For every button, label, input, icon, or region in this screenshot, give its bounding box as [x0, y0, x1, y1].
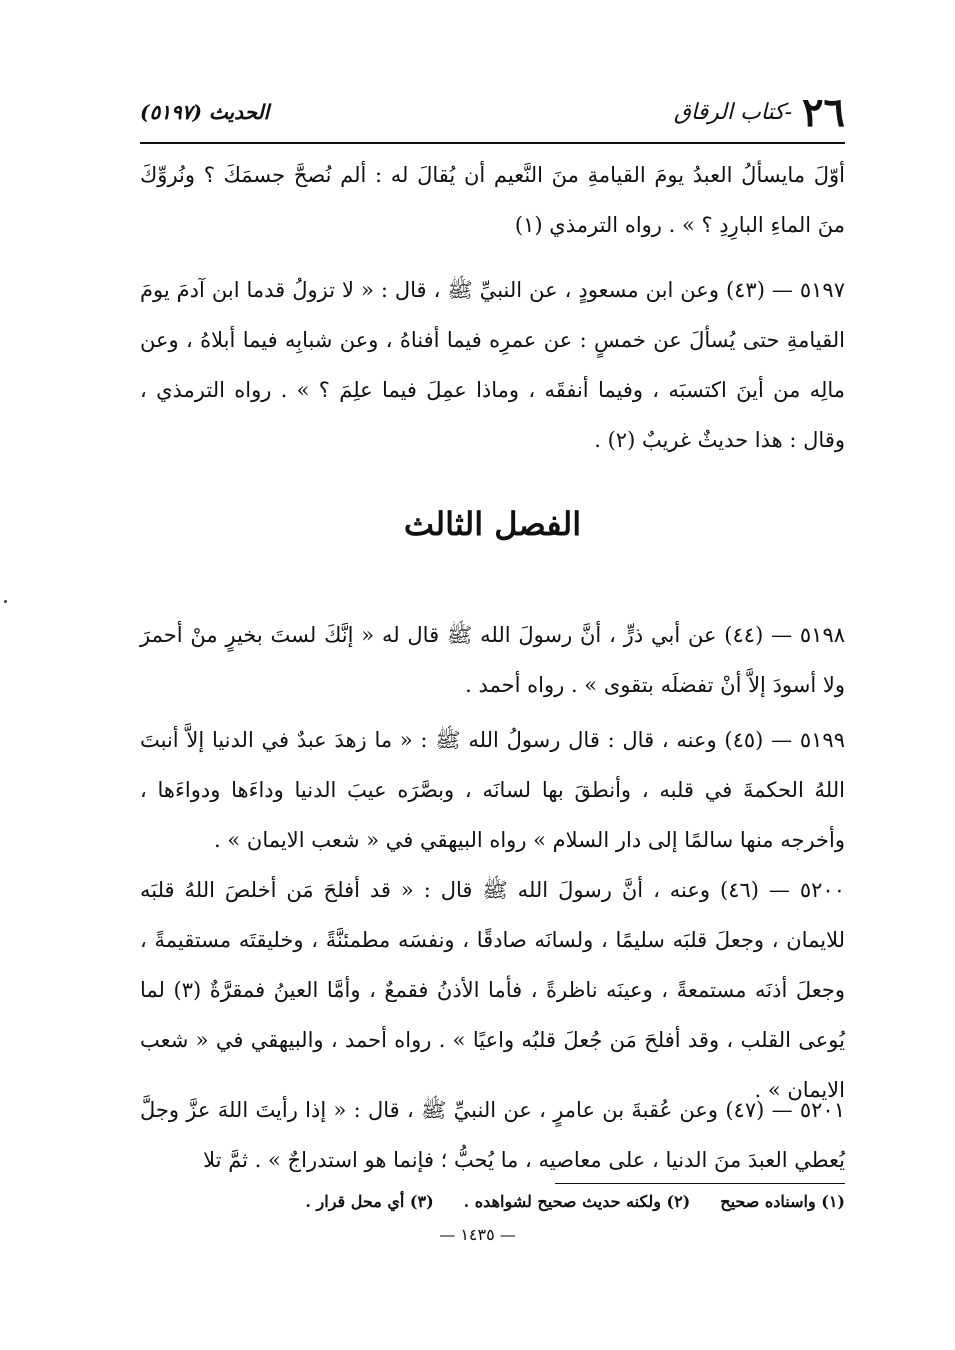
paragraph-hadith-5201: ٥٢٠١ — (٤٧) وعن عُقبةَ بن عامرٍ ، عن النبيِّ ﷺ ، قال : « إذا رأيتَ اللهَ عزَّ وجلَّ يُعطي العبدَ منَ الدنيا ، على معاصيه ، ما يُحبُّ ؛ فإنما هو استدراجٌ » . ثمَّ تلا	[140, 1098, 845, 1172]
scan-speck	[4, 600, 7, 603]
section-title: الفصل الثالث	[403, 505, 582, 543]
footnote-divider	[555, 1183, 845, 1184]
paragraph-hadith-5199: ٥١٩٩ — (٤٥) وعنه ، قال : قال رسولُ الله ﷺ : « ما زهدَ عبدٌ في الدنيا إلاَّ أنبتَ اللهُ الحكمةَ في قلبه ، وأنطقَ بها لسانَه ، وبصَّرَه عيبَ الدنيا وداءَها ودواءَها ، وأخرجه منها سالمًا إلى دار السلام » رواه البيهقي في « شعب الايمان » .	[140, 728, 845, 852]
header-book-title: -كتاب الرقاق	[673, 99, 793, 125]
paragraph-hadith-5200: ٥٢٠٠ — (٤٦) وعنه ، أنَّ رسولَ الله ﷺ قال : « قد أفلحَ مَن أخلصَ اللهُ قلبَه للايمان ، وجعلَ قلبَه سليمًا ، ولسانَه صادقًا ، ونفسَه مطمئنَّةً ، وخليقتَه مستقيمةً ، وجعلَ أذنَه مستمعةً ، وعينَه ناظرةً ، فأما الأذنُ فقمعٌ ، وأمَّا العينُ فمقرَّةٌ (٣) لما يُوعى القلب ، وقد أفلحَ مَن جُعلَ قلبُه واعيًا » . رواه أحمد ، والبيهقي في « شعب الايمان » .	[140, 878, 845, 1102]
footnote-1: (١) واسناده صحيح	[720, 1192, 845, 1211]
paragraph-hadith-5198: ٥١٩٨ — (٤٤) عن أبي ذرٍّ ، أنَّ رسولَ الله ﷺ قال له « إنَّكَ لستَ بخيرٍ منْ أحمرَ ولا أسودَ إلاَّ أنْ تفضلَه بتقوى » . رواه أحمد .	[140, 623, 846, 697]
header-hadith-range: الحديث (٥١٩٧)	[140, 100, 270, 124]
page-header	[140, 82, 845, 144]
paragraph-continuation: أوّلَ مايسألُ العبدُ يومَ القيامةِ منَ النَّعيم أن يُقالَ له : ألم نُصحَّ جسمَكَ ؟ ونُروِّكَ منَ الماءِ البارِدِ ؟ » . رواه الترمذي (١)	[140, 163, 845, 237]
footnote-2: (٢) ولكنه حديث صحيح لشواهده .	[463, 1192, 691, 1211]
footnote-3: (٣) أي محل قرار .	[305, 1192, 434, 1211]
paragraph-hadith-5197: ٥١٩٧ — (٤٣) وعن ابن مسعودٍ ، عن النبيِّ ﷺ ، قال : « لا تزولُ قدما ابن آدمَ يومَ القيامةِ حتى يُسألَ عن خمسٍ : عن عمرِه فيما أفناهُ ، وعن شبابِه فيما أبلاهُ ، وعن مالِه من أينَ اكتسبَه ، وفيما أنفقَه ، وماذا عمِلَ فيما علِمَ ؟ » . رواه الترمذي ، وقال : هذا حديثٌ غريبٌ (٢) .	[140, 278, 845, 452]
footnotes	[140, 1192, 845, 1211]
header-page-number: ٢٦	[802, 88, 845, 136]
header-right	[674, 89, 845, 136]
page-number-footer: — ١٤٣٥ —	[439, 1225, 516, 1244]
